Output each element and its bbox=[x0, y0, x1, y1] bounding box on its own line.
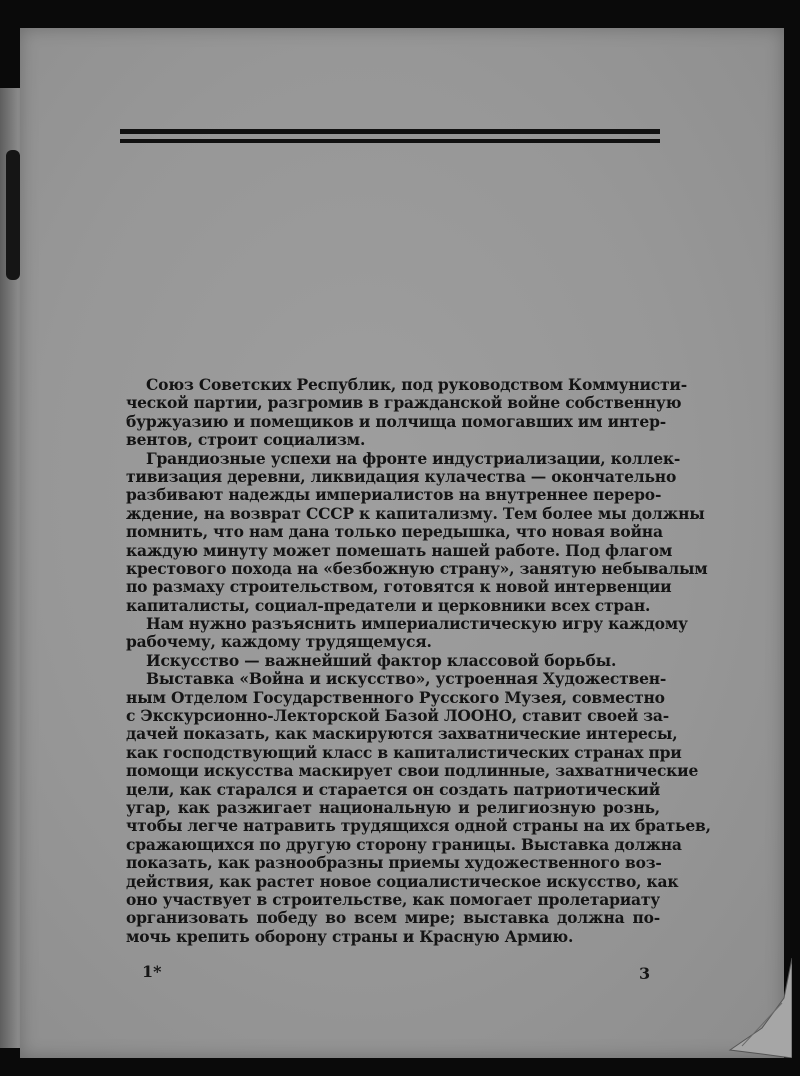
text-line: Искусство — важнейший фактор классовой борьбы. bbox=[146, 650, 617, 670]
text-line: Нам нужно разъяснить империалистическую игру каждому bbox=[146, 614, 688, 634]
text-line: как господствующий класс в капиталистических странах при bbox=[126, 742, 682, 762]
text-line: ждение, на возврат СССР к капитализму. Тем более мы должны bbox=[126, 503, 705, 523]
text-line: сражающихся по другую сторону границы. Выставка должна bbox=[126, 834, 682, 854]
text-line: цели, как старался и старается он создать патриотический bbox=[126, 779, 660, 799]
text-line: помощи искусства маскирует свои подлинные, захватнические bbox=[126, 761, 699, 781]
text-line: с Экскурсионно-Лекторской Базой ЛООНО, ставит своей за- bbox=[126, 706, 669, 726]
text-line: по размаху строительством, готовятся к новой интервенции bbox=[126, 577, 672, 597]
text-line: чтобы легче натравить трудящихся одной страны на их братьев, bbox=[126, 816, 711, 836]
text-line: вентов, строит социализм. bbox=[126, 430, 366, 450]
text-line: каждую минуту может помешать нашей работе. Под флагом bbox=[126, 540, 673, 560]
header-rule-top bbox=[120, 129, 660, 134]
header-rule-bottom bbox=[120, 139, 660, 143]
signature-mark: 1* bbox=[142, 962, 162, 981]
text-line: ческой партии, разгромив в гражданской войне собственную bbox=[126, 393, 682, 413]
text-line: действия, как растет новое социалистическое искусство, как bbox=[126, 871, 679, 891]
text-line: дачей показать, как маскируются захватнические интересы, bbox=[126, 724, 678, 744]
page-number: 3 bbox=[639, 964, 651, 983]
text-line: рабочему, каждому трудящемуся. bbox=[126, 632, 432, 652]
text-line: Грандиозные успехи на фронте индустриализации, коллек- bbox=[146, 448, 681, 468]
text-line: оно участвует в строительстве, как помогает пролетариату bbox=[126, 889, 660, 909]
text-line: крестового похода на «безбожную страну», занятую небывалым bbox=[126, 558, 708, 578]
text-line: Выставка «Война и искусство», устроенная Художествен- bbox=[146, 669, 667, 689]
text-line: разбивают надежды империалистов на внутреннее перерo- bbox=[126, 485, 662, 505]
text-line: помнить, что нам дана только передышка, что новая война bbox=[126, 522, 663, 542]
text-line: показать, как разнообразны приемы художественного воз- bbox=[126, 853, 662, 873]
body-text bbox=[126, 375, 711, 946]
text-line: капиталисты, социал-предатели и церковники всех стран. bbox=[126, 595, 651, 615]
text-line: угар, как разжигает национальную и религиозную рознь, bbox=[126, 797, 660, 817]
torn-corner bbox=[722, 958, 792, 1058]
text-line: тивизация деревни, ликвидация кулачества — окончательно bbox=[126, 466, 677, 486]
page-sheet bbox=[20, 28, 784, 1058]
text-line: Союз Советских Республик, под руководством Коммунисти- bbox=[146, 375, 687, 394]
text-line: мочь крепить оборону страны и Красную Армию. bbox=[126, 926, 574, 946]
text-line: буржуазию и помещиков и полчища помогавших им интер- bbox=[126, 411, 666, 431]
text-line: ным Отделом Государственного Русского Музея, совместно bbox=[126, 687, 665, 707]
binding-mark bbox=[6, 150, 20, 280]
text-line: организовать победу во всем мире; выставка должна по- bbox=[126, 908, 660, 928]
